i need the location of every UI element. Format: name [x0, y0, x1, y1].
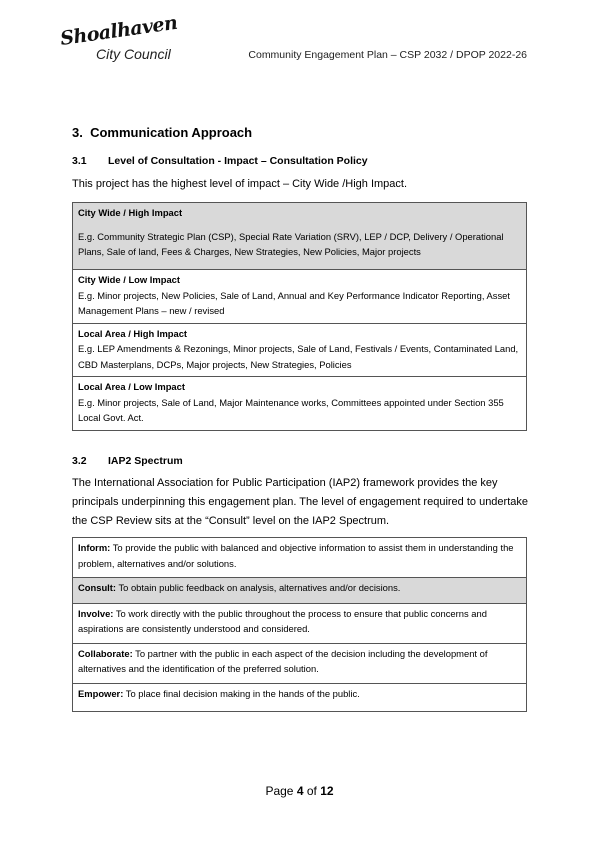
impact-intro: This project has the highest level of impact – City Wide /High Impact.: [72, 178, 408, 190]
page-footer: [0, 784, 599, 798]
impact-cell-city-wide-high: [73, 203, 527, 270]
iap2-text: To obtain public feedback on analysis, alternatives and/or decisions.: [116, 582, 401, 593]
subsection-title: Level of Consultation - Impact – Consultation Policy: [108, 155, 368, 167]
impact-text: E.g. Minor projects, Sale of Land, Major Maintenance works, Committees appointed under Section 355 Local Govt. Act.: [78, 396, 504, 423]
table-row: [73, 603, 527, 643]
subsection-heading-3-2: [72, 455, 183, 467]
logo-wordmark: Shoalhaven: [58, 11, 179, 50]
logo-subtitle: City Council: [96, 46, 171, 62]
page-word: Page: [265, 784, 297, 798]
iap2-text: To place final decision making in the hands of the public.: [123, 687, 360, 699]
of-word: of: [303, 784, 321, 798]
page-header: [0, 0, 599, 80]
iap2-heading: Inform:: [78, 542, 111, 553]
subsection-heading-3-1: [72, 155, 368, 167]
document-title: Community Engagement Plan – CSP 2032 / DPOP 2022-26: [248, 49, 527, 61]
subsection-number: 3.1: [72, 155, 87, 167]
page-total: 12: [320, 784, 334, 798]
iap2-cell-empower: [73, 683, 527, 712]
iap2-heading: Involve:: [78, 607, 114, 619]
iap2-heading: Consult:: [78, 582, 117, 593]
iap2-cell-involve: [73, 603, 527, 643]
table-row: [73, 377, 527, 431]
table-row: [73, 578, 527, 604]
iap2-cell-consult: [73, 578, 527, 604]
impact-table: [72, 202, 527, 431]
iap2-text: To provide the public with balanced and objective information to assist them in understanding the problem, alternatives and/or solutions.: [78, 542, 514, 569]
impact-heading: City Wide / High Impact: [78, 207, 183, 218]
iap2-table: [72, 537, 527, 712]
impact-heading: Local Area / High Impact: [78, 327, 188, 339]
iap2-heading: Empower:: [78, 687, 124, 699]
table-row: [73, 643, 527, 683]
table-row: [73, 683, 527, 712]
impact-text: E.g. LEP Amendments & Rezonings, Minor projects, Sale of Land, Festivals / Events, Contaminated Land, CBD Masterplans, DCPs, Major projects, New Strategies, Policies: [78, 343, 519, 370]
table-row: [73, 323, 527, 377]
page-number: 4: [296, 784, 304, 798]
impact-text: E.g. Minor projects, New Policies, Sale of Land, Annual and Key Performance Indicator Reporting, Asset Management Plans – new / revised: [78, 289, 510, 316]
subsection-number: 3.2: [72, 455, 87, 467]
section-heading: [72, 125, 252, 140]
impact-cell-local-high: [73, 323, 527, 377]
impact-cell-local-low: [73, 377, 527, 431]
iap2-text: To work directly with the public throughout the process to ensure that public concerns and aspirations are consistently understood and considered.: [78, 607, 487, 634]
section-title: Communication Approach: [90, 125, 253, 140]
impact-heading: Local Area / Low Impact: [78, 381, 185, 392]
table-row: [73, 203, 527, 270]
shoalhaven-logo: [58, 11, 190, 70]
iap2-text: To partner with the public in each aspect of the decision including the development of alternatives and the identification of the preferred solution.: [78, 647, 488, 674]
impact-text: E.g. Community Strategic Plan (CSP), Special Rate Variation (SRV), LEP / DCP, Delivery / Operational Plans, Sale of land, Fees & Charges, New Strategies, New Policies, Major projects: [78, 230, 504, 257]
iap2-cell-collaborate: [73, 643, 527, 683]
iap2-intro: The International Association for Public Participation (IAP2) framework provides the key principals underpinning this engagement plan. The level of engagement required to undertake the CSP Review sits at the “Consult” level on the IAP2 Spectrum.: [72, 477, 528, 527]
iap2-cell-inform: [73, 538, 527, 578]
subsection-title: IAP2 Spectrum: [108, 455, 183, 467]
iap2-heading: Collaborate:: [78, 647, 133, 659]
table-row: [73, 270, 527, 324]
table-row: [73, 538, 527, 578]
section-number: 3.: [72, 125, 83, 140]
impact-cell-city-wide-low: [73, 270, 527, 324]
impact-heading: City Wide / Low Impact: [78, 274, 181, 285]
